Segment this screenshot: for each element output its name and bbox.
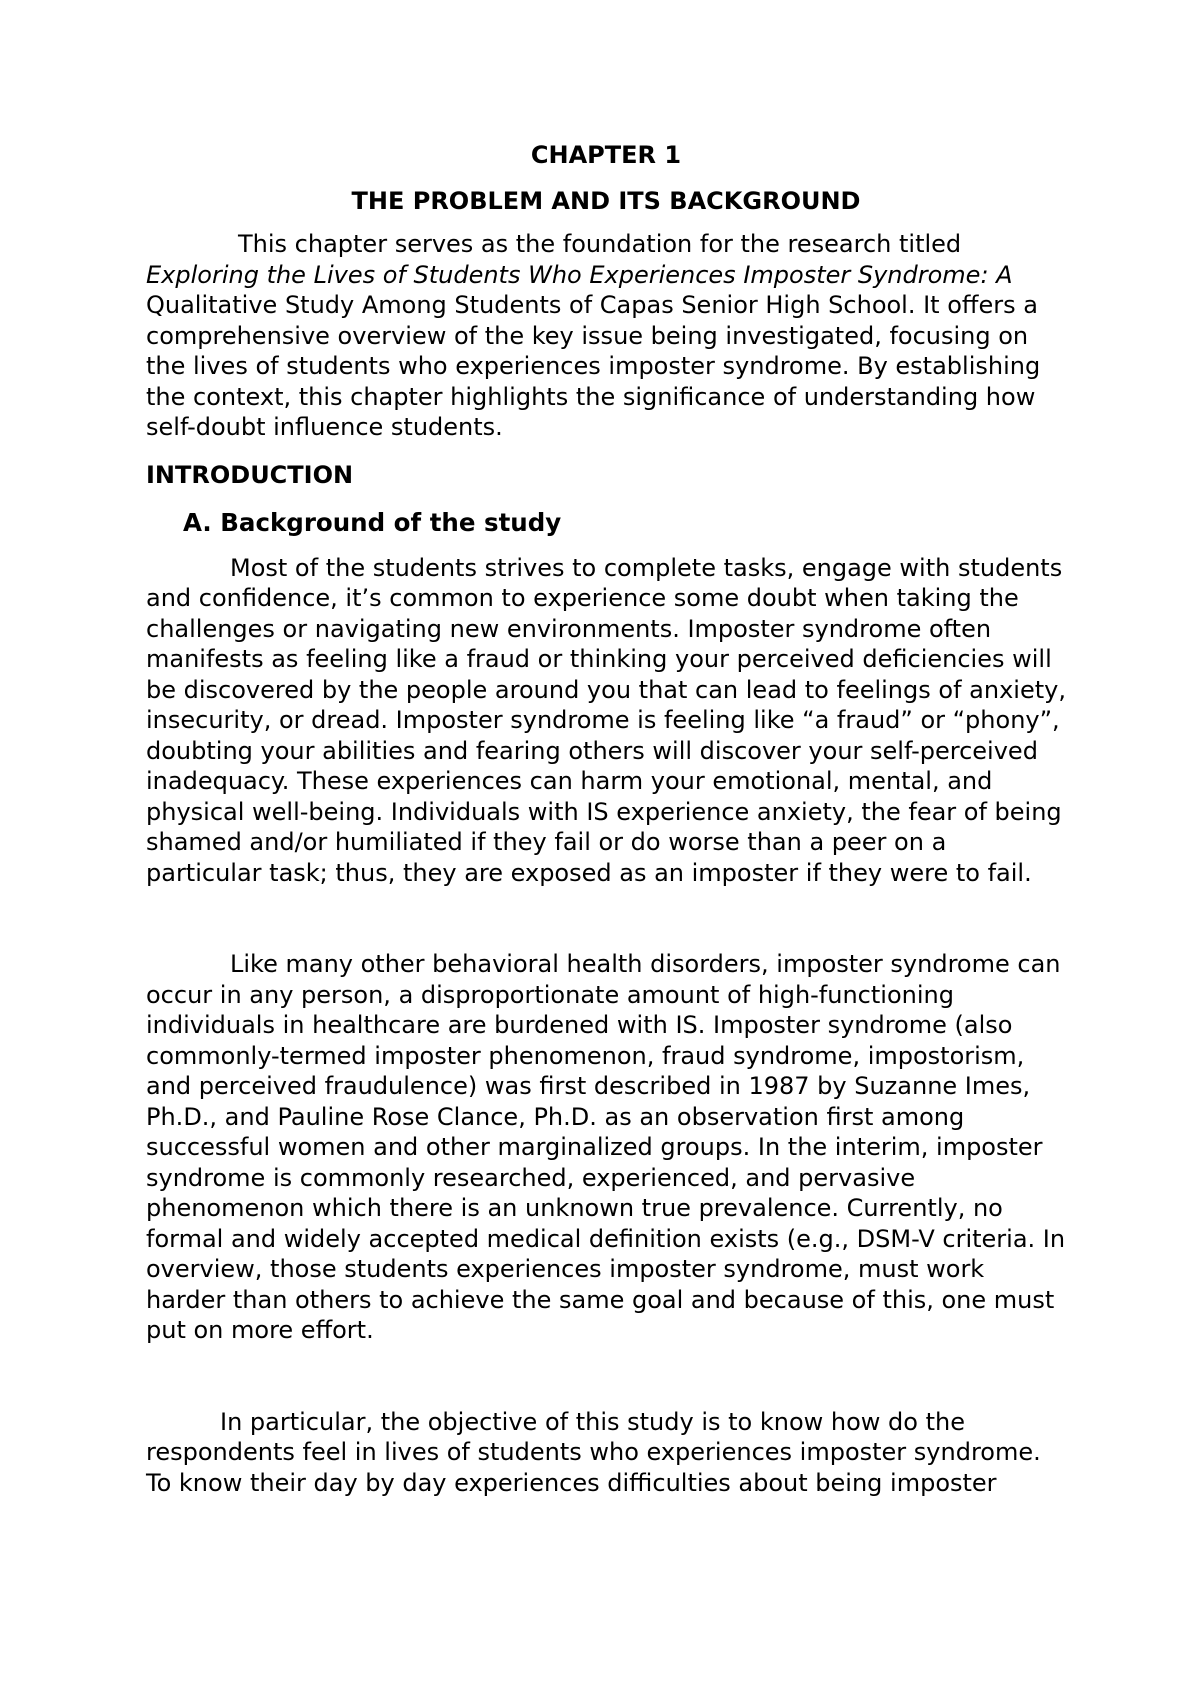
intro-paragraph	[146, 229, 1066, 443]
chapter-number: CHAPTER 1	[530, 141, 682, 169]
research-title: Exploring the Lives of Students Who Experiences Imposter Syndrome: A	[146, 260, 1013, 289]
intro-text-start: This chapter serves as the foundation for the research titled	[238, 230, 962, 258]
subsection-heading: A. Background of the study	[183, 508, 562, 537]
intro-text-end: Qualitative Study Among Students of Capas Senior High School. It offers a comprehensive overview of the key issue being investigated, focusing on the lives of students who experiences imposter syndrome. By establishing the context, this chapter highlights the significance of understanding how self-doubt influence students.	[146, 291, 1041, 441]
body-paragraph: Like many other behavioral health disorders, imposter syndrome can occur in any person, a disproportionate amount of high-functioning individuals in healthcare are burdened with IS. Imposter syndrome (also commonly-termed imposter phenomenon, fraud syndrome, impostorism, and perceived fraudulence) was first described in 1987 by Suzanne Imes, Ph.D., and Pauline Rose Clance, Ph.D. as an observation first among successful women and other marginalized groups. In the interim, imposter syndrome is commonly researched, experienced, and pervasive phenomenon which there is an unknown true prevalence. Currently, no formal and widely accepted medical definition exists (e.g., DSM-V criteria. In overview, those students experiences imposter syndrome, must work harder than others to achieve the same goal and because of this, one must put on more effort.	[146, 950, 1066, 1344]
page-content	[146, 140, 1066, 1498]
chapter-title: THE PROBLEM AND ITS BACKGROUND	[351, 186, 861, 215]
body-paragraph: Most of the students strives to complete tasks, engage with students and confidence, it’s common to experience some doubt when taking the challenges or navigating new environments. Imposter syndrome often manifests as feeling like a fraud or thinking your perceived deficiencies will be discovered by the people around you that can lead to feelings of anxiety, insecurity, or dread. Imposter syndrome is feeling like “a fraud” or “phony”, doubting your abilities and fearing others will discover your self-perceived inadequacy. These experiences can harm your emotional, mental, and physical well-being. Individuals with IS experience anxiety, the fear of being shamed and/or humiliated if they fail or do worse than a peer on a particular task; thus, they are exposed as an imposter if they were to fail.	[146, 553, 1066, 887]
section-heading: INTRODUCTION	[146, 460, 354, 489]
body-paragraph: In particular, the objective of this study is to know how do the respondents feel in lives of students who experiences imposter syndrome. To know their day by day experiences difficulties about being imposter	[146, 1407, 1041, 1497]
